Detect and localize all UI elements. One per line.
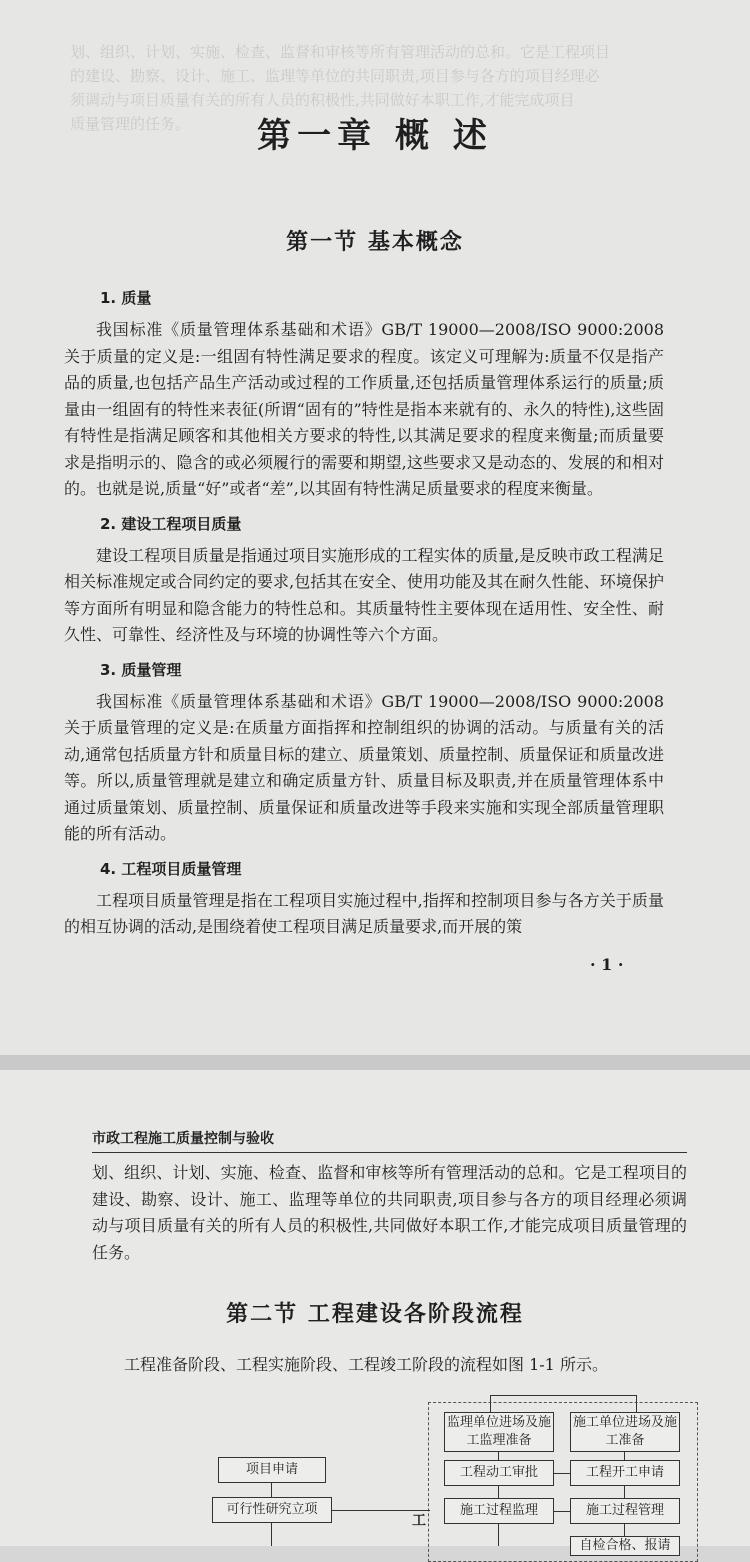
- flow-connector: [498, 1524, 499, 1546]
- flow-box-contractor-entry: 施工单位进场及施工准备: [570, 1412, 680, 1452]
- section-heading: 3. 质量管理: [100, 660, 182, 679]
- flow-connector: [271, 1523, 272, 1546]
- section-heading: 2. 建设工程项目质量: [100, 514, 242, 533]
- intro-paragraph: 工程准备阶段、工程实施阶段、工程竣工阶段的流程如图 1-1 所示。: [124, 1355, 608, 1374]
- intro-block: [92, 1352, 687, 1387]
- paragraph: 我国标准《质量管理体系基础和术语》GB/T 19000—2008/ISO 9000:2008关于质量管理的定义是:在质量方面指挥和控制组织的协调的活动。与质量有关的活动,通常包括质量方针和质量目标的建立、质量策划、质量控制、质量保证和质量改进等。所以,质量管理就是建立和确定质量方针、质量目标及职责,并在质量管理体系中通过质量策划、质量控制、质量保证和质量改进等手段来实施和实现全部质量管理职能的所有活动。: [64, 691, 664, 843]
- flow-connector: [271, 1483, 272, 1497]
- flow-connector: [490, 1395, 491, 1412]
- running-head: 市政工程施工质量控制与验收: [92, 1131, 274, 1147]
- flow-box-process-supervision: 施工过程监理: [444, 1498, 554, 1524]
- section-quality-management: [64, 657, 664, 848]
- flow-box-start-approval: 工程动工审批: [444, 1460, 554, 1486]
- flow-connector: [554, 1511, 570, 1512]
- flow-box-project-application: 项目申请: [218, 1457, 326, 1483]
- flow-connector: [624, 1486, 625, 1498]
- flow-box-start-application: 工程开工申请: [570, 1460, 680, 1486]
- flow-connector: [490, 1395, 636, 1396]
- continued-paragraph: 划、组织、计划、实施、检查、监督和审核等所有管理活动的总和。它是工程项目的建设、勘察、设计、施工、监理等单位的共同职责,项目参与各方的项目经理必须调动与项目质量有关的所有人员的积极性,共同做好本职工作,才能完成项目质量管理的任务。: [92, 1163, 687, 1262]
- flow-connector: [624, 1452, 625, 1460]
- flow-connector: [554, 1473, 570, 1474]
- page-1-body: [64, 285, 664, 949]
- section-heading: 1. 质量: [100, 289, 152, 307]
- flow-connector: [636, 1395, 637, 1412]
- page-gap: [0, 1055, 750, 1070]
- section-project-quality: [64, 511, 664, 649]
- paragraph: 我国标准《质量管理体系基础和术语》GB/T 19000—2008/ISO 9000:2008关于质量的定义是:一组固有特性满足要求的程度。该定义可理解为:质量不仅是指产品的质量,也包括产品生产活动或过程的工作质量,还包括质量管理体系运行的质量;质量由一组固有的特性来表征(所谓“固有的”特性是指本来就有的、永久的特性),这些固有特性是指满足顾客和其他相关方要求的特性,以其满足要求的程度来衡量;而质量要求是指明示的、隐含的或必须履行的需要和期望,这些要求又是动态的、发展的和相对的。也就是说,质量“好”或者“差”,以其固有特性满足质量要求的程度来衡量。: [64, 320, 664, 498]
- section-title: 第一节 基本概念: [286, 229, 464, 255]
- flow-box-supervisor-entry: 监理单位进场及施工监理准备: [444, 1412, 554, 1452]
- chapter-title: 第一章 概 述: [257, 116, 493, 156]
- page-2-body: [92, 1160, 687, 1274]
- bleed-through-text: 划、组织、计划、实施、检查、监督和审核等所有管理活动的总和。它是工程项目 的建设、勘察、设计、施工、监理等单位的共同职责,项目参与各方的项目经理必 须调动与项目质量有关的所有人员的积极性,共同做好本职工作,才能完成项目 质量管理的任务。: [70, 43, 611, 133]
- page-number: · 1 ·: [590, 955, 624, 974]
- flow-box-feasibility-study: 可行性研究立项: [212, 1497, 332, 1523]
- paragraph: 工程项目质量管理是指在工程项目实施过程中,指挥和控制项目参与各方关于质量的相互协调的活动,是围绕着使工程项目满足质量要求,而开展的策: [64, 890, 664, 936]
- flow-box-process-management: 施工过程管理: [570, 1498, 680, 1524]
- flow-connector: [624, 1524, 625, 1536]
- header-rule: [92, 1152, 687, 1153]
- section-title-2: 第二节 工程建设各阶段流程: [226, 1301, 524, 1327]
- flow-connector: [498, 1452, 499, 1460]
- flow-box-self-check: 自检合格、报请: [570, 1536, 680, 1556]
- paragraph: 建设工程项目质量是指通过项目实施形成的工程实体的质量,是反映市政工程满足相关标准规定或合同约定的要求,包括其在安全、使用功能及其在耐久性能、环境保护等方面所有明显和隐含能力的特性总和。其质量特性主要体现在适用性、安全性、耐久性、可靠性、经济性及与环境的协调性等六个方面。: [64, 545, 664, 644]
- flow-connector: [498, 1486, 499, 1498]
- flow-side-label: 工: [412, 1513, 426, 1529]
- section-heading: 4. 工程项目质量管理: [100, 859, 242, 878]
- section-project-quality-management: [64, 856, 664, 941]
- section-quality: [64, 285, 664, 503]
